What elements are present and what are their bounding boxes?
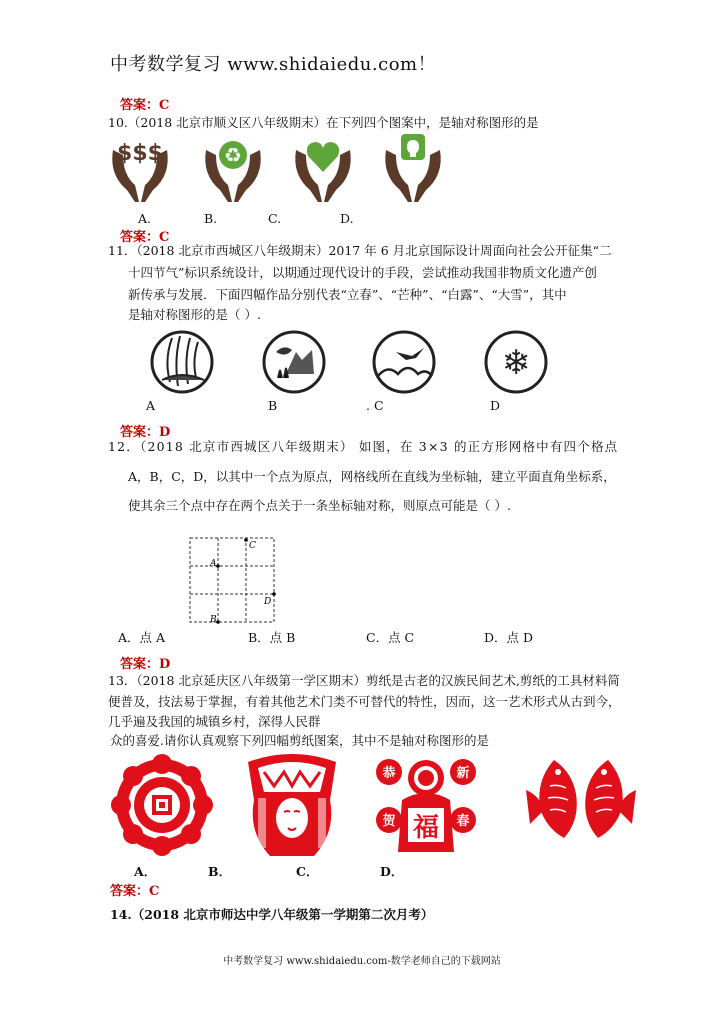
q10-option-c: C. (268, 211, 282, 226)
page-footer: 中考数学复习 www.shidaiedu.com-数学老师自己的下载网站 (223, 956, 501, 967)
question-12-line-2: A，B，C，D，以其中一个点为原点，网格线所在直线为坐标轴，建立平面直角坐标系， (128, 469, 616, 484)
q13-option-c: C． (296, 864, 319, 879)
question-11-line-2: 十四节气”标识系统设计，以期通过现代设计的手段，尝试推动我国非物质文化遗产创 (128, 265, 597, 280)
q11-figure-c (372, 330, 436, 394)
snowflake-icon: ❄ (501, 343, 531, 383)
bird-icon (396, 348, 424, 360)
q13-papercut-b (244, 752, 340, 858)
q12-grid-figure (190, 536, 280, 626)
question-11-line-4: 是轴对称图形的是（ ）. (128, 307, 261, 322)
q10-figure-c (288, 130, 358, 210)
point-a-label: A (210, 559, 217, 569)
q13-option-d: D． (380, 864, 404, 879)
q11-figure-d (484, 330, 548, 394)
q11-figure-b (262, 330, 326, 394)
q11-option-b: B (268, 398, 278, 413)
q13-option-b: B． (208, 864, 232, 879)
q13-papercut-d (524, 750, 638, 844)
opera-face-icon (276, 798, 308, 838)
question-12-line-1: 12．（2018 北京市西城区八年级期末） 如图，在 3×3 的正方形网格中有四个格点 (108, 439, 619, 454)
point-d-label: D (264, 597, 272, 607)
question-13-line-4: 众的喜爱.请你认真观察下列四幅剪纸图案，其中不是轴对称图形的是 (110, 733, 489, 748)
answer-11: 答案：D (120, 425, 171, 440)
question-11-line-3: 新传承与发展．下面四幅作品分别代表“立春”、“芒种”、“白露”、“大雪”，其中 (128, 287, 567, 302)
dollar-icon: $$$ (117, 141, 163, 166)
q13-option-a: A． (134, 864, 157, 879)
point-c-label: C (249, 541, 256, 551)
question-14: 14.（2018 北京市师达中学八年级第一学期第二次月考） (110, 907, 434, 922)
question-12-line-3: 使其余三个点中存在两个点关于一条坐标轴对称，则原点可能是（ ）. (128, 498, 511, 513)
question-10: 10.（2018 北京市顺义区八年级期末）在下列四个图案中，是轴对称图形的是 (108, 115, 539, 130)
paper-char-gong: 恭 (382, 766, 396, 781)
question-11-line-1: 11．（2018 北京市西城区八年级期末）2017 年 6 月北京国际设计周面向社会公开征集“二 (108, 243, 612, 258)
q12-option-a: A．点 A (118, 630, 166, 645)
heart-icon (307, 142, 339, 172)
q10-option-d: D. (340, 211, 354, 226)
q13-papercut-a (112, 752, 212, 858)
q10-option-a: A. (138, 211, 152, 226)
question-13-line-1: 13．（2018 北京延庆区八年级第一学区期末）剪纸是古老的汉族民间艺术,剪纸的工具材料简 (108, 673, 620, 688)
paper-char-xin: 新 (456, 766, 470, 781)
q10-figure-d (378, 130, 448, 210)
answer-12: 答案：D (120, 657, 171, 672)
q10-figure-b (198, 130, 268, 210)
q10-figure-a (105, 130, 175, 210)
mountain-icon (286, 350, 314, 374)
q12-option-d: D．点 D (484, 630, 534, 645)
q12-option-c: C．点 C (366, 630, 415, 645)
answer-10: 答案：C (120, 230, 170, 245)
q11-option-d: D (490, 398, 501, 413)
paper-char-fu: 福 (412, 813, 440, 843)
q10-option-b: B. (204, 211, 218, 226)
child-face-icon (418, 770, 434, 786)
q11-option-a: A (146, 398, 156, 413)
q13-papercut-c (374, 756, 478, 856)
q12-option-b: B．点 B (248, 630, 296, 645)
page-header: 中考数学复习 www.shidaiedu.com！ (110, 54, 437, 75)
paper-char-he: 贺 (382, 814, 396, 829)
paper-char-chun: 春 (456, 814, 470, 829)
q11-figure-a (150, 330, 214, 394)
answer-9: 答案：C (120, 98, 170, 113)
answer-13: 答案：C (110, 884, 160, 899)
question-13-line-3: 几乎遍及我国的城镇乡村，深得人民群 (108, 714, 321, 729)
q11-option-c: . C (366, 398, 384, 413)
recycle-icon: ♻ (224, 143, 242, 167)
point-b-label: B (210, 615, 217, 625)
question-13-line-2: 便普及，技法易于掌握，有着其他艺术门类不可替代的特性，因而，这一艺术形式从古到今， (108, 694, 621, 709)
